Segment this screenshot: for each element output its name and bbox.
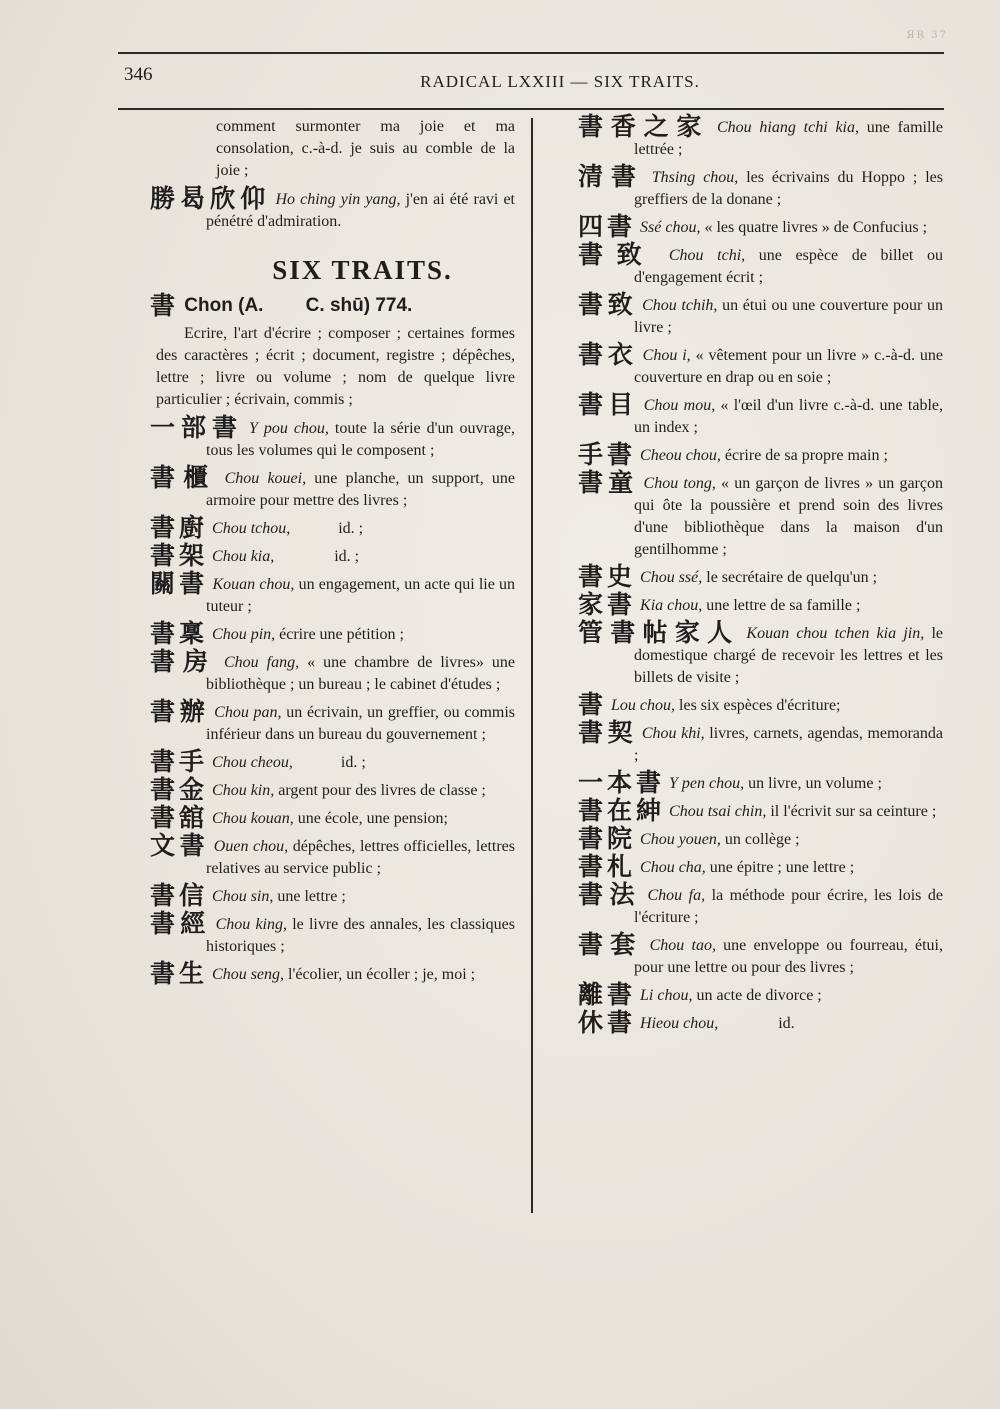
entry-hanzi: 管書帖家人 bbox=[578, 618, 740, 647]
entry-definition: « l'œil d'un livre c.-à-d. une table, un index ; bbox=[634, 397, 947, 436]
dictionary-entry bbox=[578, 980, 943, 1009]
entry-romanization: Ouen chou, bbox=[213, 838, 289, 855]
entry-romanization: Chou sin, bbox=[212, 888, 274, 905]
entry-hanzi: 離書 bbox=[578, 980, 637, 1009]
entry-romanization: Chou tsai chin, bbox=[669, 803, 767, 820]
entry-definition: une espèce de billet ou d'engagement écrit ; bbox=[634, 247, 947, 286]
entry-romanization: Chou pin, bbox=[212, 626, 276, 643]
entry-definition: id. bbox=[718, 1015, 795, 1032]
entry-definition: une école, une pension; bbox=[293, 810, 448, 827]
entry-definition: toute la série d'un ouvrage, tous les volumes qui le composent ; bbox=[206, 420, 519, 459]
entry-romanization: Chou tchih, bbox=[642, 297, 718, 314]
entry-hanzi: 書辦 bbox=[150, 697, 210, 726]
entry-romanization: Chou kouei, bbox=[224, 470, 307, 487]
entry-romanization: Chou khi, bbox=[641, 725, 705, 742]
entry-definition: j'en ai été ravi et pénétré d'admiration. bbox=[206, 191, 516, 230]
dictionary-entry bbox=[578, 690, 943, 719]
entry-romanization: Chou kin, bbox=[212, 782, 275, 799]
entry-hanzi: 一部書 bbox=[150, 413, 243, 442]
entry-romanization: Thsing chou, bbox=[651, 169, 739, 186]
dictionary-entry bbox=[150, 463, 520, 512]
entry-hanzi: 書童 bbox=[578, 468, 639, 497]
dictionary-entry bbox=[150, 569, 519, 618]
page-number: 346 bbox=[124, 64, 153, 85]
dictionary-entry bbox=[150, 513, 515, 542]
entry-hanzi: 手書 bbox=[578, 440, 637, 469]
dictionary-entry bbox=[578, 240, 947, 289]
entry-romanization: Chou cha, bbox=[640, 859, 706, 876]
entry-romanization: Chou youen, bbox=[640, 831, 721, 848]
entry-romanization: Y pou chou, bbox=[248, 420, 329, 437]
dictionary-entry bbox=[578, 618, 947, 689]
entry-romanization: Chou tchi, bbox=[668, 247, 746, 264]
dictionary-entry bbox=[578, 852, 943, 881]
entry-definition: une lettre ; bbox=[273, 888, 346, 905]
entry-romanization: Kouan chou tchen kia jin, bbox=[746, 625, 925, 642]
entry-romanization: Chou cheou, bbox=[212, 754, 293, 771]
entry-hanzi: 書舘 bbox=[150, 803, 209, 832]
dictionary-entry bbox=[150, 909, 519, 958]
entry-definition: le secrétaire de quelqu'un ; bbox=[702, 569, 878, 586]
entry-definition: argent pour des livres de classe ; bbox=[274, 782, 486, 799]
entry-romanization: Chou tao, bbox=[649, 937, 716, 954]
dictionary-entry bbox=[578, 824, 943, 853]
entry-romanization: Li chou, bbox=[640, 987, 693, 1004]
entry-hanzi: 清書 bbox=[578, 162, 644, 191]
entry-romanization: Kia chou, bbox=[640, 597, 703, 614]
head-entry-text: Chon (A. C. shū) 774. bbox=[184, 295, 413, 316]
dictionary-entry bbox=[150, 747, 515, 776]
entry-definition: un étui ou une couverture pour un livre ; bbox=[634, 297, 948, 336]
dictionary-entry bbox=[578, 212, 943, 241]
entry-hanzi: 書手 bbox=[150, 747, 209, 776]
dictionary-entry bbox=[578, 1008, 943, 1037]
dictionary-entry bbox=[578, 340, 948, 389]
entry-hanzi: 書櫃 bbox=[150, 463, 217, 492]
entry-definition: un acte de divorce ; bbox=[692, 987, 822, 1004]
entry-hanzi: 書套 bbox=[578, 930, 643, 959]
right-entries-list bbox=[578, 112, 948, 1037]
dictionary-entry bbox=[578, 590, 943, 619]
entry-definition: dépêches, lettres officielles, lettres relatives au service public ; bbox=[206, 838, 519, 877]
entry-definition: une famille lettrée ; bbox=[634, 119, 947, 158]
entry-romanization: Chou tchou, bbox=[212, 520, 291, 537]
entry-definition: un engagement, un acte qui lie un tuteur ; bbox=[206, 576, 519, 615]
entry-definition: une lettre de sa famille ; bbox=[702, 597, 861, 614]
entry-definition: l'écolier, un écoller ; je, moi ; bbox=[284, 966, 476, 983]
continuation-text: comment surmonter ma joie et ma consolation, c.-à-d. je suis au comble de la joie ; bbox=[216, 118, 515, 179]
entry-hanzi: 書廚 bbox=[150, 513, 209, 542]
dictionary-entry bbox=[150, 803, 515, 832]
dictionary-entry bbox=[578, 440, 943, 469]
dictionary-entry bbox=[578, 796, 943, 825]
entry-definition: un collège ; bbox=[720, 831, 800, 848]
entry-hanzi: 勝曷欣仰 bbox=[150, 184, 271, 213]
dictionary-entry bbox=[150, 697, 520, 746]
entry-hanzi: 書架 bbox=[150, 541, 209, 570]
dictionary-entry bbox=[150, 647, 519, 696]
entry-hanzi: 書 bbox=[578, 690, 608, 719]
entry-hanzi: 家書 bbox=[578, 590, 637, 619]
entry-definition: « vêtement pour un livre » c.-à-d. une couverture en drap ou en soie ; bbox=[634, 347, 948, 386]
head-definition: Ecrire, l'art d'écrire ; composer ; certaines formes des caractères ; écrit ; document, registre ; dépêches, lettre ; livre ou volume ; nom de quelque livre particulier ; écrivain, commis ; bbox=[156, 325, 515, 408]
entry-romanization: Chou hiang tchi kia, bbox=[716, 119, 859, 136]
entry-romanization: Chou ssé, bbox=[640, 569, 703, 586]
entry-definition: « une chambre de livres» une bibliothèque ; un bureau ; le cabinet d'études ; bbox=[206, 654, 519, 693]
entry-definition: livres, carnets, agendas, memoranda ; bbox=[634, 725, 947, 764]
entry-hanzi: 書經 bbox=[150, 909, 211, 938]
entry-hanzi: 書金 bbox=[150, 775, 209, 804]
entry-romanization: Ssé chou, bbox=[640, 219, 701, 236]
entry-definition: le livre des annales, les classiques historiques ; bbox=[206, 916, 519, 955]
entry-hanzi: 書目 bbox=[578, 390, 639, 419]
dictionary-entry bbox=[578, 390, 947, 439]
entry-romanization: Chou fang, bbox=[224, 654, 300, 671]
entry-definition: écrire une pétition ; bbox=[275, 626, 404, 643]
entry-romanization: Chou seng, bbox=[212, 966, 285, 983]
dictionary-entry bbox=[578, 162, 948, 211]
dictionary-entry bbox=[150, 831, 519, 880]
dictionary-entry bbox=[150, 775, 515, 804]
entry-romanization: Kouan chou, bbox=[212, 576, 295, 593]
entry-romanization: Lou chou, bbox=[611, 697, 676, 714]
entry-romanization: Cheou chou, bbox=[640, 447, 721, 464]
left-column bbox=[150, 116, 520, 991]
entry-definition: le domestique chargé de recevoir les lettres et les billets de visite ; bbox=[634, 625, 947, 686]
column-divider bbox=[531, 118, 533, 1213]
entry-hanzi: 書史 bbox=[578, 562, 637, 591]
dictionary-entry bbox=[150, 959, 515, 988]
head-hanzi: 書 bbox=[150, 291, 180, 320]
head-entry bbox=[150, 291, 515, 320]
entry-definition: id. ; bbox=[292, 754, 366, 771]
entry-hanzi: 一本書 bbox=[578, 768, 666, 797]
entry-definition: les six espèces d'écriture; bbox=[675, 697, 841, 714]
entry-romanization: Chou fa, bbox=[647, 887, 706, 904]
entry-hanzi: 書致 bbox=[578, 240, 656, 269]
entry-romanization: Y pen chou, bbox=[669, 775, 745, 792]
top-rule bbox=[118, 52, 944, 54]
dictionary-entry bbox=[578, 768, 943, 797]
entry-definition: un livre, un volume ; bbox=[744, 775, 882, 792]
entry-romanization: Hieou chou, bbox=[640, 1015, 719, 1032]
entry-definition: id. ; bbox=[290, 520, 364, 537]
entry-hanzi: 書衣 bbox=[578, 340, 638, 369]
entry-romanization: Chou mou, bbox=[643, 397, 716, 414]
entry-hanzi: 書在紳 bbox=[578, 796, 666, 825]
dictionary-entry bbox=[578, 112, 947, 161]
left-entries-list bbox=[150, 413, 520, 988]
entry-hanzi: 書致 bbox=[578, 290, 638, 319]
dictionary-entry bbox=[150, 619, 515, 648]
entry-hanzi: 書房 bbox=[150, 647, 216, 676]
entry-definition: une planche, un support, une armoire pour mettre des livres ; bbox=[206, 470, 520, 509]
entry-definition: un écrivain, un greffier, ou commis inférieur dans un bureau du gouvernement ; bbox=[206, 704, 520, 743]
entry-definition: « un garçon de livres » un garçon qui ôte la poussière et prend soin des livres d'une bibliothèque dans la maison d'un gentilhomme ; bbox=[634, 475, 947, 558]
dictionary-entry bbox=[150, 881, 515, 910]
entry-definition: id. ; bbox=[274, 548, 360, 565]
header-rule bbox=[118, 108, 944, 110]
entry-hanzi: 四書 bbox=[578, 212, 637, 241]
entry-hanzi: 書院 bbox=[578, 824, 637, 853]
dictionary-entry bbox=[150, 184, 516, 233]
entry-romanization: Ho ching yin yang, bbox=[275, 191, 401, 208]
entry-romanization: Chou kouan, bbox=[212, 810, 294, 827]
dictionary-entry bbox=[150, 541, 515, 570]
entry-definition: il l'écrivit sur sa ceinture ; bbox=[766, 803, 937, 820]
entry-hanzi: 休書 bbox=[578, 1008, 637, 1037]
dictionary-entry bbox=[578, 930, 947, 979]
dictionary-entry bbox=[578, 290, 948, 339]
section-title: SIX TRAITS. bbox=[272, 255, 453, 285]
entry-hanzi: 文書 bbox=[150, 831, 210, 860]
entry-romanization: Chou i, bbox=[642, 347, 691, 364]
dictionary-entry bbox=[150, 413, 519, 462]
entry-definition: écrire de sa propre main ; bbox=[720, 447, 888, 464]
entry-hanzi: 關書 bbox=[150, 569, 209, 598]
entry-hanzi: 書法 bbox=[578, 880, 641, 909]
entry-romanization: Chou pan, bbox=[214, 704, 282, 721]
entry-hanzi: 書香之家 bbox=[578, 112, 710, 141]
entry-hanzi: 書信 bbox=[150, 881, 209, 910]
right-column bbox=[578, 112, 948, 1040]
dictionary-entry bbox=[578, 880, 947, 929]
dictionary-entry bbox=[578, 562, 943, 591]
entry-hanzi: 書稟 bbox=[150, 619, 209, 648]
entry-romanization: Chou tong, bbox=[643, 475, 716, 492]
entry-hanzi: 書契 bbox=[578, 718, 638, 747]
entry-definition: les écrivains du Hoppo ; les greffiers de la donane ; bbox=[634, 169, 948, 208]
dictionary-entry bbox=[578, 468, 947, 561]
corner-mark: ЯŖ 37 bbox=[906, 30, 948, 41]
running-head: RADICAL LXXIII — SIX TRAITS. bbox=[420, 72, 700, 91]
entry-hanzi: 書札 bbox=[578, 852, 637, 881]
dictionary-entry bbox=[578, 718, 947, 767]
entry-definition: une épitre ; une lettre ; bbox=[705, 859, 855, 876]
entry-definition: une enveloppe ou fourreau, étui, pour une lettre ou pour des livres ; bbox=[634, 937, 947, 976]
entry-romanization: Chou kia, bbox=[212, 548, 275, 565]
entry-romanization: Chou king, bbox=[215, 916, 288, 933]
entry-hanzi: 書生 bbox=[150, 959, 209, 988]
entry-definition: la méthode pour écrire, les lois de l'écriture ; bbox=[634, 887, 947, 926]
entry-definition: « les quatre livres » de Confucius ; bbox=[700, 219, 928, 236]
